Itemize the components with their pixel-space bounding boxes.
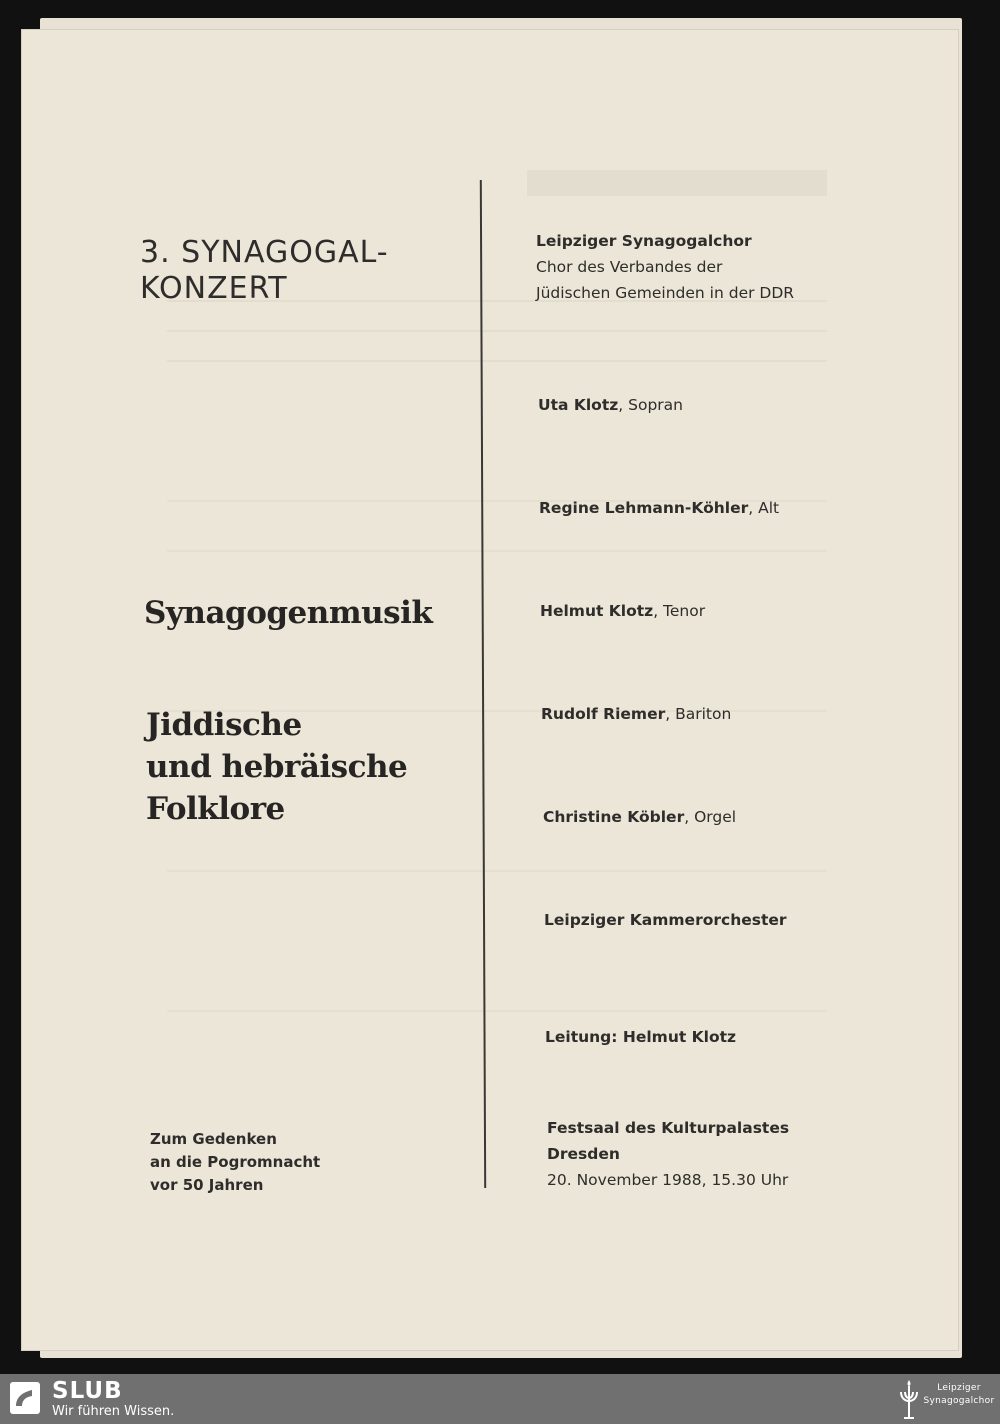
- heading-folklore-line-1: Jiddische: [146, 707, 302, 743]
- soloist-entry: [538, 392, 683, 418]
- slub-logo-icon: [10, 1382, 40, 1414]
- soloist-role: , Bariton: [665, 705, 732, 723]
- soloist-name: Uta Klotz: [538, 396, 619, 414]
- choir-block: [536, 228, 794, 306]
- partner-line-2: Synagogalchor: [923, 1396, 995, 1406]
- partner-line-1: Leipziger: [937, 1383, 981, 1393]
- memorial-line-3: vor 50 Jahren: [150, 1176, 264, 1194]
- choir-description-line-2: Jüdischen Gemeinden in der DDR: [536, 284, 795, 302]
- soloist-entry: [539, 495, 779, 521]
- venue-hall: Festsaal des Kulturpalastes: [547, 1119, 790, 1137]
- soloist-name: Regine Lehmann-Köhler: [539, 499, 749, 517]
- concert-title: [140, 235, 389, 307]
- soloist-role: , Alt: [748, 499, 780, 517]
- concert-title-line-2: KONZERT: [140, 271, 288, 306]
- choir-name: Leipziger Synagogalchor: [536, 232, 752, 250]
- memorial-line-1: Zum Gedenken: [150, 1130, 277, 1148]
- heading-synagogue-music: Synagogenmusik: [144, 595, 433, 631]
- soloist-name: Rudolf Riemer: [541, 705, 666, 723]
- concert-title-line-1: 3. SYNAGOGAL-: [140, 235, 389, 270]
- heading-folklore: [146, 704, 407, 830]
- library-tagline: Wir führen Wissen.: [52, 1404, 175, 1419]
- program-page: [22, 30, 958, 1350]
- soloist-role: , Orgel: [684, 808, 737, 826]
- soloist-role: , Tenor: [653, 602, 706, 620]
- soloist-name: Christine Köbler: [543, 808, 685, 826]
- soloist-entry: [540, 598, 705, 624]
- heading-folklore-line-3: Folklore: [146, 791, 285, 827]
- library-name: SLUB: [52, 1378, 123, 1404]
- choir-description-line-1: Chor des Verbandes der: [536, 258, 723, 276]
- conductor: Leitung: Helmut Klotz: [545, 1028, 737, 1046]
- orchestra-name: Leipziger Kammerorchester: [544, 911, 787, 929]
- soloist-role: , Sopran: [618, 396, 683, 414]
- soloist-entry: [541, 701, 731, 727]
- venue-date: 20. November 1988, 15.30 Uhr: [547, 1171, 789, 1189]
- soloist-entry: [543, 804, 736, 830]
- footer-bar: [0, 1374, 1000, 1424]
- partner-logo-text: [922, 1382, 996, 1408]
- venue-city: Dresden: [547, 1145, 620, 1163]
- memorial-line-2: an die Pogromnacht: [150, 1153, 321, 1171]
- menorah-icon: [896, 1378, 922, 1422]
- venue-block: [547, 1115, 789, 1193]
- memorial-note: [150, 1128, 320, 1197]
- heading-folklore-line-2: und hebräische: [146, 749, 408, 785]
- soloist-name: Helmut Klotz: [540, 602, 654, 620]
